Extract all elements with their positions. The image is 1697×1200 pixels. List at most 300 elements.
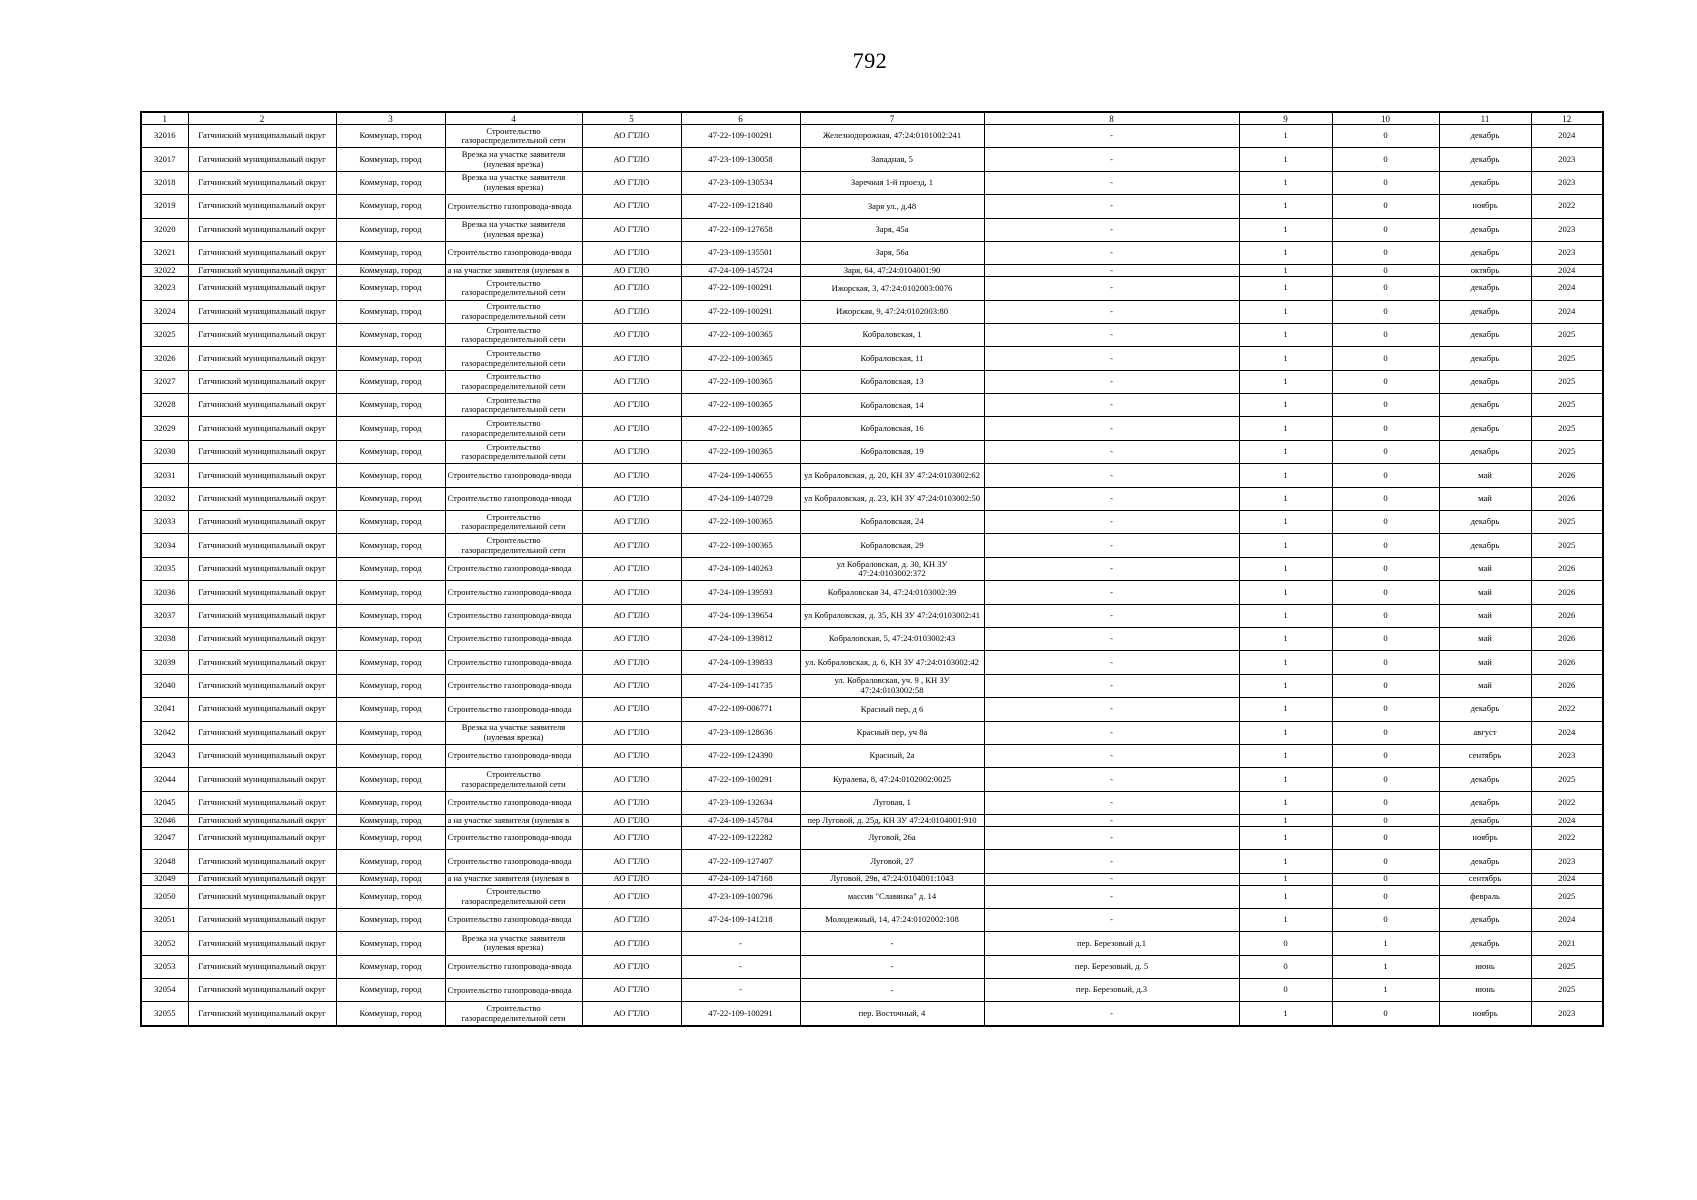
- count-b-cell: 0: [1332, 195, 1439, 218]
- year-cell: 2024: [1531, 873, 1603, 885]
- register-table: [140, 111, 1604, 1027]
- year-cell: 2024: [1531, 908, 1603, 931]
- year-cell: 2023: [1531, 850, 1603, 873]
- year-cell: 2026: [1531, 487, 1603, 510]
- year-cell: 2025: [1531, 323, 1603, 346]
- row-number-cell: 32052: [141, 932, 188, 955]
- organization-cell: АО ГТЛО: [582, 932, 681, 955]
- alt-address-cell: -: [984, 171, 1239, 194]
- count-b-cell: 0: [1332, 721, 1439, 744]
- month-cell: май: [1439, 628, 1531, 651]
- alt-address-cell: -: [984, 557, 1239, 580]
- district-cell: Гатчинский муниципальный округ: [188, 347, 336, 370]
- row-number-cell: 32021: [141, 241, 188, 264]
- count-a-cell: 1: [1239, 125, 1332, 148]
- address-cell: Красный, 2а: [800, 744, 984, 767]
- application-number-cell: 47-22-109-100365: [681, 534, 800, 557]
- application-number-cell: 47-23-109-130534: [681, 171, 800, 194]
- count-b-cell: 1: [1332, 955, 1439, 978]
- address-cell: Красный пер, д 6: [800, 698, 984, 721]
- row-number-cell: 32047: [141, 826, 188, 849]
- month-cell: май: [1439, 557, 1531, 580]
- application-number-cell: 47-22-109-100365: [681, 511, 800, 534]
- count-b-cell: 0: [1332, 487, 1439, 510]
- work-type-cell: Строительство газораспределительной сети: [445, 394, 582, 417]
- locality-cell: Коммунар, город: [336, 628, 445, 651]
- year-cell: 2026: [1531, 674, 1603, 697]
- column-number: 12: [1531, 112, 1603, 125]
- row-number-cell: 32040: [141, 674, 188, 697]
- locality-cell: Коммунар, город: [336, 651, 445, 674]
- alt-address-cell: -: [984, 487, 1239, 510]
- district-cell: Гатчинский муниципальный округ: [188, 768, 336, 791]
- organization-cell: АО ГТЛО: [582, 370, 681, 393]
- application-number-cell: 47-22-109-100365: [681, 323, 800, 346]
- year-cell: 2024: [1531, 815, 1603, 827]
- locality-cell: Коммунар, город: [336, 464, 445, 487]
- organization-cell: АО ГТЛО: [582, 873, 681, 885]
- work-type-cell: Строительство газораспределительной сети: [445, 300, 582, 323]
- count-a-cell: 1: [1239, 534, 1332, 557]
- organization-cell: АО ГТЛО: [582, 277, 681, 300]
- year-cell: 2023: [1531, 148, 1603, 171]
- row-number-cell: 32042: [141, 721, 188, 744]
- alt-address-cell: пер. Березовый д.1: [984, 932, 1239, 955]
- month-cell: декабрь: [1439, 768, 1531, 791]
- application-number-cell: 47-22-109-100365: [681, 394, 800, 417]
- month-cell: октябрь: [1439, 265, 1531, 277]
- organization-cell: АО ГТЛО: [582, 979, 681, 1002]
- work-type-cell: Строительство газораспределительной сети: [445, 534, 582, 557]
- year-cell: 2026: [1531, 557, 1603, 580]
- alt-address-cell: -: [984, 370, 1239, 393]
- year-cell: 2025: [1531, 394, 1603, 417]
- table-row: [141, 300, 1603, 323]
- district-cell: Гатчинский муниципальный округ: [188, 511, 336, 534]
- count-a-cell: 1: [1239, 417, 1332, 440]
- table-row: [141, 581, 1603, 604]
- table-row: [141, 440, 1603, 463]
- organization-cell: АО ГТЛО: [582, 581, 681, 604]
- table-row: [141, 698, 1603, 721]
- district-cell: Гатчинский муниципальный округ: [188, 698, 336, 721]
- row-number-cell: 32041: [141, 698, 188, 721]
- application-number-cell: 47-24-109-139833: [681, 651, 800, 674]
- work-type-cell: Строительство газораспределительной сети: [445, 417, 582, 440]
- address-cell: пер Луговой, д. 25д, КН ЗУ 47:24:0104001:910: [800, 815, 984, 827]
- district-cell: Гатчинский муниципальный округ: [188, 487, 336, 510]
- count-b-cell: 0: [1332, 370, 1439, 393]
- count-a-cell: 1: [1239, 347, 1332, 370]
- count-a-cell: 1: [1239, 440, 1332, 463]
- alt-address-cell: -: [984, 604, 1239, 627]
- count-a-cell: 1: [1239, 815, 1332, 827]
- alt-address-cell: -: [984, 464, 1239, 487]
- district-cell: Гатчинский муниципальный округ: [188, 394, 336, 417]
- row-number-cell: 32046: [141, 815, 188, 827]
- count-b-cell: 0: [1332, 347, 1439, 370]
- alt-address-cell: -: [984, 148, 1239, 171]
- organization-cell: АО ГТЛО: [582, 195, 681, 218]
- locality-cell: Коммунар, город: [336, 908, 445, 931]
- table-row: [141, 370, 1603, 393]
- application-number-cell: 47-22-109-127407: [681, 850, 800, 873]
- row-number-cell: 32019: [141, 195, 188, 218]
- address-cell: Кобраловская, 19: [800, 440, 984, 463]
- organization-cell: АО ГТЛО: [582, 791, 681, 814]
- alt-address-cell: -: [984, 394, 1239, 417]
- month-cell: декабрь: [1439, 148, 1531, 171]
- work-type-cell: Строительство газораспределительной сети: [445, 440, 582, 463]
- year-cell: 2024: [1531, 277, 1603, 300]
- district-cell: Гатчинский муниципальный округ: [188, 815, 336, 827]
- table-row: [141, 195, 1603, 218]
- year-cell: 2026: [1531, 651, 1603, 674]
- address-cell: ул. Кобраловская, д. 6, КН ЗУ 47:24:0103002:42: [800, 651, 984, 674]
- count-b-cell: 0: [1332, 148, 1439, 171]
- count-b-cell: 0: [1332, 464, 1439, 487]
- organization-cell: АО ГТЛО: [582, 394, 681, 417]
- organization-cell: АО ГТЛО: [582, 850, 681, 873]
- application-number-cell: 47-24-109-140263: [681, 557, 800, 580]
- district-cell: Гатчинский муниципальный округ: [188, 323, 336, 346]
- column-number: 11: [1439, 112, 1531, 125]
- address-cell: Заря, 64, 47:24:0104001:90: [800, 265, 984, 277]
- district-cell: Гатчинский муниципальный округ: [188, 417, 336, 440]
- table-row: [141, 791, 1603, 814]
- alt-address-cell: -: [984, 511, 1239, 534]
- year-cell: 2024: [1531, 300, 1603, 323]
- month-cell: декабрь: [1439, 347, 1531, 370]
- count-a-cell: 1: [1239, 464, 1332, 487]
- row-number-cell: 32051: [141, 908, 188, 931]
- application-number-cell: 47-24-109-139593: [681, 581, 800, 604]
- month-cell: май: [1439, 464, 1531, 487]
- work-type-cell: Строительство газопровода-ввода: [445, 744, 582, 767]
- work-type-cell: Врезка на участке заявителя (нулевая врезка): [445, 721, 582, 744]
- alt-address-cell: -: [984, 628, 1239, 651]
- row-number-cell: 32029: [141, 417, 188, 440]
- district-cell: Гатчинский муниципальный округ: [188, 218, 336, 241]
- count-b-cell: 0: [1332, 674, 1439, 697]
- district-cell: Гатчинский муниципальный округ: [188, 265, 336, 277]
- month-cell: май: [1439, 651, 1531, 674]
- year-cell: 2025: [1531, 534, 1603, 557]
- table-row: [141, 323, 1603, 346]
- locality-cell: Коммунар, город: [336, 674, 445, 697]
- address-cell: Луговой, 29в, 47:24:0104001:1043: [800, 873, 984, 885]
- count-a-cell: 1: [1239, 885, 1332, 908]
- application-number-cell: 47-22-109-121840: [681, 195, 800, 218]
- locality-cell: Коммунар, город: [336, 347, 445, 370]
- locality-cell: Коммунар, город: [336, 1002, 445, 1026]
- count-b-cell: 0: [1332, 651, 1439, 674]
- month-cell: ноябрь: [1439, 826, 1531, 849]
- organization-cell: АО ГТЛО: [582, 241, 681, 264]
- application-number-cell: 47-24-109-140729: [681, 487, 800, 510]
- count-a-cell: 0: [1239, 932, 1332, 955]
- row-number-cell: 32022: [141, 265, 188, 277]
- table-row: [141, 628, 1603, 651]
- address-cell: Красный пер, уч 8а: [800, 721, 984, 744]
- district-cell: Гатчинский муниципальный округ: [188, 277, 336, 300]
- year-cell: 2023: [1531, 218, 1603, 241]
- row-number-cell: 32049: [141, 873, 188, 885]
- locality-cell: Коммунар, город: [336, 557, 445, 580]
- year-cell: 2025: [1531, 768, 1603, 791]
- work-type-cell: Строительство газопровода-ввода: [445, 241, 582, 264]
- locality-cell: Коммунар, город: [336, 955, 445, 978]
- alt-address-cell: -: [984, 300, 1239, 323]
- count-b-cell: 0: [1332, 417, 1439, 440]
- table-row: [141, 850, 1603, 873]
- alt-address-cell: -: [984, 908, 1239, 931]
- district-cell: Гатчинский муниципальный округ: [188, 651, 336, 674]
- district-cell: Гатчинский муниципальный округ: [188, 300, 336, 323]
- work-type-cell: Строительство газопровода-ввода: [445, 955, 582, 978]
- table-row: [141, 394, 1603, 417]
- month-cell: сентябрь: [1439, 744, 1531, 767]
- count-b-cell: 0: [1332, 534, 1439, 557]
- count-a-cell: 1: [1239, 394, 1332, 417]
- work-type-cell: Строительство газопровода-ввода: [445, 487, 582, 510]
- address-cell: Заря ул., д.48: [800, 195, 984, 218]
- address-cell: Ижорская, 3, 47:24:0102003:0076: [800, 277, 984, 300]
- application-number-cell: 47-22-109-127658: [681, 218, 800, 241]
- district-cell: Гатчинский муниципальный округ: [188, 148, 336, 171]
- row-number-cell: 32024: [141, 300, 188, 323]
- count-b-cell: 0: [1332, 218, 1439, 241]
- organization-cell: АО ГТЛО: [582, 826, 681, 849]
- application-number-cell: 47-24-109-141218: [681, 908, 800, 931]
- count-a-cell: 1: [1239, 195, 1332, 218]
- district-cell: Гатчинский муниципальный округ: [188, 534, 336, 557]
- application-number-cell: 47-24-109-140655: [681, 464, 800, 487]
- row-number-cell: 32050: [141, 885, 188, 908]
- locality-cell: Коммунар, город: [336, 791, 445, 814]
- address-cell: Кобраловская, 13: [800, 370, 984, 393]
- count-a-cell: 1: [1239, 873, 1332, 885]
- alt-address-cell: -: [984, 440, 1239, 463]
- address-cell: Кобраловская, 1: [800, 323, 984, 346]
- work-type-cell: Строительство газопровода-ввода: [445, 195, 582, 218]
- district-cell: Гатчинский муниципальный округ: [188, 955, 336, 978]
- row-number-cell: 32033: [141, 511, 188, 534]
- address-cell: Ижорская, 9, 47:24:0102003:80: [800, 300, 984, 323]
- count-b-cell: 0: [1332, 277, 1439, 300]
- work-type-cell: Строительство газопровода-ввода: [445, 674, 582, 697]
- row-number-cell: 32018: [141, 171, 188, 194]
- count-a-cell: 1: [1239, 171, 1332, 194]
- month-cell: декабрь: [1439, 932, 1531, 955]
- table-row: [141, 417, 1603, 440]
- organization-cell: АО ГТЛО: [582, 218, 681, 241]
- organization-cell: АО ГТЛО: [582, 744, 681, 767]
- row-number-cell: 32038: [141, 628, 188, 651]
- count-b-cell: 0: [1332, 171, 1439, 194]
- column-number: 1: [141, 112, 188, 125]
- locality-cell: Коммунар, город: [336, 744, 445, 767]
- alt-address-cell: -: [984, 125, 1239, 148]
- alt-address-cell: -: [984, 195, 1239, 218]
- locality-cell: Коммунар, город: [336, 218, 445, 241]
- month-cell: май: [1439, 487, 1531, 510]
- district-cell: Гатчинский муниципальный округ: [188, 171, 336, 194]
- month-cell: июнь: [1439, 955, 1531, 978]
- locality-cell: Коммунар, город: [336, 873, 445, 885]
- year-cell: 2025: [1531, 347, 1603, 370]
- count-b-cell: 0: [1332, 604, 1439, 627]
- work-type-cell: Строительство газопровода-ввода: [445, 826, 582, 849]
- count-b-cell: 0: [1332, 511, 1439, 534]
- application-number-cell: -: [681, 979, 800, 1002]
- address-cell: Луговой, 26а: [800, 826, 984, 849]
- count-b-cell: 1: [1332, 932, 1439, 955]
- alt-address-cell: -: [984, 721, 1239, 744]
- district-cell: Гатчинский муниципальный округ: [188, 932, 336, 955]
- count-a-cell: 1: [1239, 674, 1332, 697]
- locality-cell: Коммунар, город: [336, 277, 445, 300]
- table-row: [141, 171, 1603, 194]
- locality-cell: Коммунар, город: [336, 265, 445, 277]
- alt-address-cell: -: [984, 885, 1239, 908]
- year-cell: 2025: [1531, 370, 1603, 393]
- count-b-cell: 0: [1332, 885, 1439, 908]
- table-row: [141, 125, 1603, 148]
- application-number-cell: 47-22-109-122282: [681, 826, 800, 849]
- month-cell: ноябрь: [1439, 195, 1531, 218]
- year-cell: 2021: [1531, 932, 1603, 955]
- month-cell: декабрь: [1439, 125, 1531, 148]
- address-cell: -: [800, 955, 984, 978]
- alt-address-cell: -: [984, 581, 1239, 604]
- address-cell: Заречная 1-й проезд, 1: [800, 171, 984, 194]
- month-cell: декабрь: [1439, 300, 1531, 323]
- locality-cell: Коммунар, город: [336, 195, 445, 218]
- column-number: 7: [800, 112, 984, 125]
- table-body: [141, 112, 1603, 1026]
- row-number-cell: 32045: [141, 791, 188, 814]
- year-cell: 2022: [1531, 791, 1603, 814]
- alt-address-cell: пер. Березовый, д.3: [984, 979, 1239, 1002]
- table-row: [141, 873, 1603, 885]
- row-number-cell: 32034: [141, 534, 188, 557]
- table-row: [141, 265, 1603, 277]
- organization-cell: АО ГТЛО: [582, 487, 681, 510]
- work-type-cell: Строительство газораспределительной сети: [445, 511, 582, 534]
- row-number-cell: 32048: [141, 850, 188, 873]
- work-type-cell: Строительство газораспределительной сети: [445, 370, 582, 393]
- count-b-cell: 0: [1332, 744, 1439, 767]
- locality-cell: Коммунар, город: [336, 850, 445, 873]
- month-cell: декабрь: [1439, 171, 1531, 194]
- count-a-cell: 1: [1239, 698, 1332, 721]
- year-cell: 2026: [1531, 464, 1603, 487]
- alt-address-cell: пер. Березовый, д. 5: [984, 955, 1239, 978]
- month-cell: декабрь: [1439, 277, 1531, 300]
- count-b-cell: 0: [1332, 125, 1439, 148]
- count-a-cell: 1: [1239, 1002, 1332, 1026]
- address-cell: пер. Восточный, 4: [800, 1002, 984, 1026]
- count-b-cell: 0: [1332, 768, 1439, 791]
- table-row: [141, 826, 1603, 849]
- month-cell: февраль: [1439, 885, 1531, 908]
- count-b-cell: 0: [1332, 323, 1439, 346]
- work-type-cell: Строительство газораспределительной сети: [445, 347, 582, 370]
- address-cell: массив "Славянка" д. 14: [800, 885, 984, 908]
- row-number-cell: 32028: [141, 394, 188, 417]
- table-row: [141, 148, 1603, 171]
- district-cell: Гатчинский муниципальный округ: [188, 604, 336, 627]
- count-b-cell: 0: [1332, 698, 1439, 721]
- application-number-cell: 47-22-109-100365: [681, 347, 800, 370]
- application-number-cell: 47-23-109-100796: [681, 885, 800, 908]
- application-number-cell: 47-24-109-145724: [681, 265, 800, 277]
- count-b-cell: 0: [1332, 791, 1439, 814]
- address-cell: Кобраловская, 14: [800, 394, 984, 417]
- alt-address-cell: -: [984, 768, 1239, 791]
- work-type-cell: Строительство газопровода-ввода: [445, 908, 582, 931]
- month-cell: декабрь: [1439, 218, 1531, 241]
- alt-address-cell: -: [984, 265, 1239, 277]
- count-b-cell: 0: [1332, 873, 1439, 885]
- application-number-cell: -: [681, 955, 800, 978]
- table-row: [141, 534, 1603, 557]
- application-number-cell: 47-22-109-100291: [681, 300, 800, 323]
- column-number: 4: [445, 112, 582, 125]
- count-b-cell: 0: [1332, 908, 1439, 931]
- application-number-cell: 47-23-109-130058: [681, 148, 800, 171]
- year-cell: 2026: [1531, 628, 1603, 651]
- application-number-cell: 47-24-109-139812: [681, 628, 800, 651]
- count-b-cell: 0: [1332, 265, 1439, 277]
- work-type-cell: а на участке заявителя (нулевая в: [445, 873, 582, 885]
- month-cell: декабрь: [1439, 323, 1531, 346]
- address-cell: ул Кобраловская, д. 35, КН ЗУ 47:24:0103002:41: [800, 604, 984, 627]
- month-cell: декабрь: [1439, 440, 1531, 463]
- row-number-cell: 32053: [141, 955, 188, 978]
- table-row: [141, 908, 1603, 931]
- address-cell: ул Кобраловская, д. 20, КН ЗУ 47:24:0103002:62: [800, 464, 984, 487]
- count-a-cell: 1: [1239, 791, 1332, 814]
- work-type-cell: Строительство газораспределительной сети: [445, 1002, 582, 1026]
- table-row: [141, 347, 1603, 370]
- organization-cell: АО ГТЛО: [582, 171, 681, 194]
- district-cell: Гатчинский муниципальный округ: [188, 791, 336, 814]
- year-cell: 2025: [1531, 979, 1603, 1002]
- locality-cell: Коммунар, город: [336, 370, 445, 393]
- count-a-cell: 1: [1239, 768, 1332, 791]
- table-row: [141, 932, 1603, 955]
- work-type-cell: Строительство газопровода-ввода: [445, 464, 582, 487]
- work-type-cell: Строительство газопровода-ввода: [445, 604, 582, 627]
- table-row: [141, 815, 1603, 827]
- count-a-cell: 1: [1239, 265, 1332, 277]
- alt-address-cell: -: [984, 651, 1239, 674]
- month-cell: декабрь: [1439, 511, 1531, 534]
- table-row: [141, 604, 1603, 627]
- row-number-cell: 32032: [141, 487, 188, 510]
- locality-cell: Коммунар, город: [336, 300, 445, 323]
- row-number-cell: 32055: [141, 1002, 188, 1026]
- count-a-cell: 1: [1239, 370, 1332, 393]
- locality-cell: Коммунар, город: [336, 815, 445, 827]
- work-type-cell: Строительство газораспределительной сети: [445, 277, 582, 300]
- count-a-cell: 1: [1239, 487, 1332, 510]
- count-a-cell: 1: [1239, 826, 1332, 849]
- organization-cell: АО ГТЛО: [582, 323, 681, 346]
- organization-cell: АО ГТЛО: [582, 417, 681, 440]
